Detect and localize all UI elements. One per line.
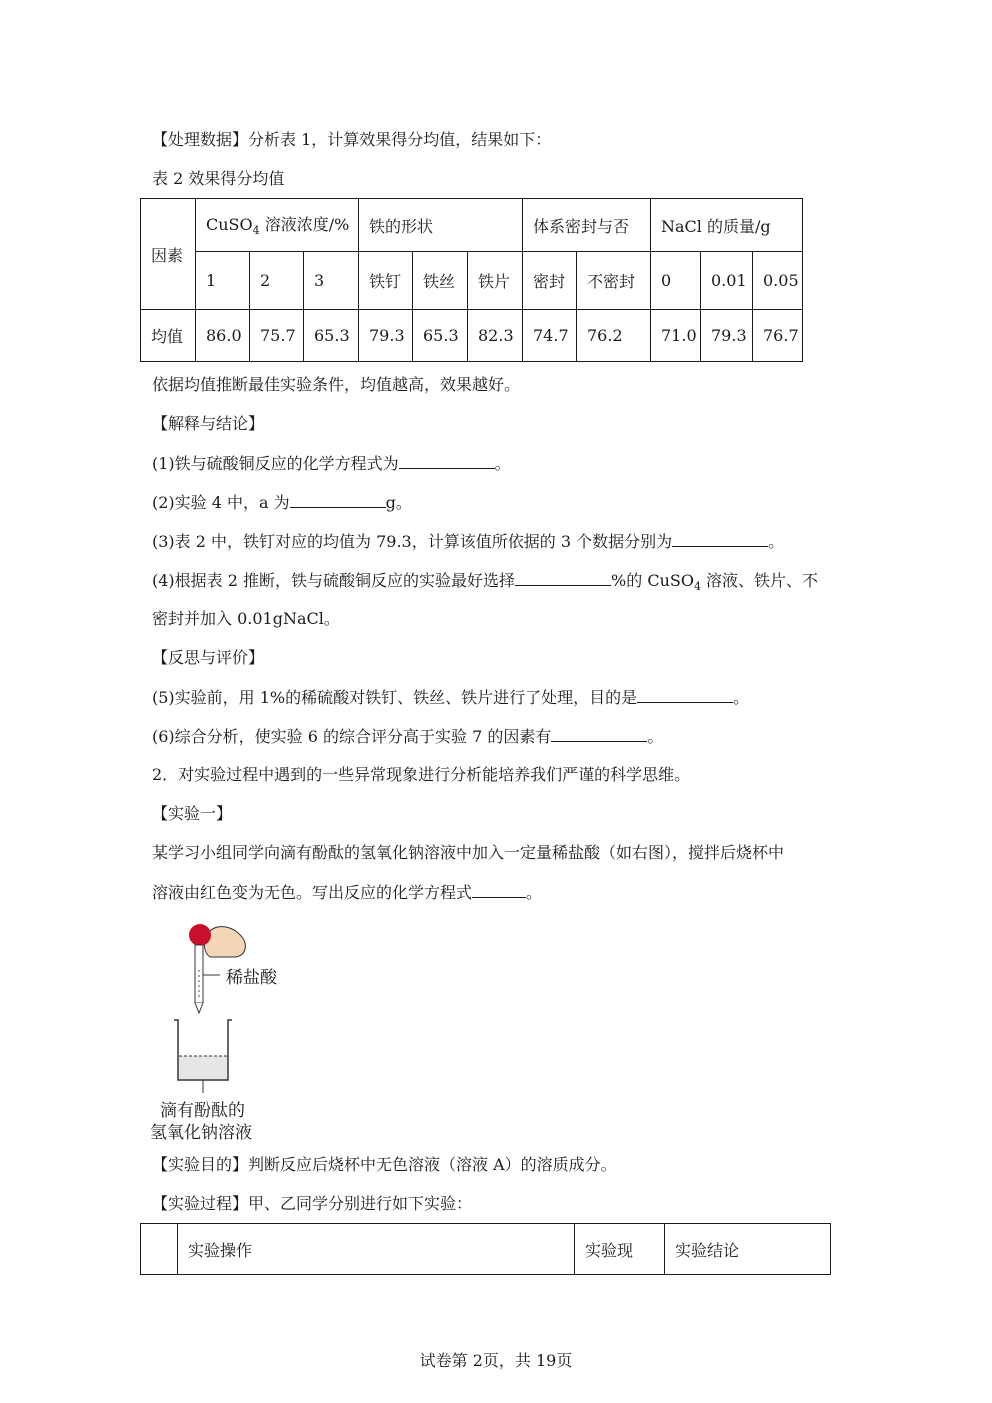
level-cell: 铁丝 xyxy=(413,252,468,310)
mean-note: 依据均值推断最佳实验条件，均值越高，效果越好。 xyxy=(152,375,521,394)
mean-cell: 76.7 xyxy=(753,310,803,362)
answer-blank[interactable] xyxy=(672,531,768,547)
dropper-tube xyxy=(195,945,203,1003)
experiment-aim: 【实验目的】判断反应后烧杯中无色溶液（溶液 A）的溶质成分。 xyxy=(152,1155,617,1174)
apparatus-figure xyxy=(150,915,300,1143)
mean-cell: 82.3 xyxy=(468,310,523,362)
mean-cell: 65.3 xyxy=(413,310,468,362)
mean-cell: 74.7 xyxy=(523,310,577,362)
question-3: (3)表 2 中，铁钉对应的均值为 79.3，计算该值所依据的 3 个数据分别为 。 xyxy=(152,532,785,551)
level-cell: 0.05 xyxy=(753,252,803,310)
question-1: (1)铁与硫酸铜反应的化学方程式为 。 xyxy=(152,454,511,473)
mean-cell: 75.7 xyxy=(250,310,304,362)
mean-cell: 65.3 xyxy=(304,310,359,362)
acid-label: 稀盐酸 xyxy=(226,968,277,988)
experiment-1-para: 某学习小组同学向滴有酚酞的氢氧化钠溶液中加入一定量稀盐酸（如右图），搅拌后烧杯中 xyxy=(152,843,785,862)
level-cell: 密封 xyxy=(523,252,577,310)
conclusion-heading: 【解释与结论】 xyxy=(152,414,265,433)
mean-cell: 76.2 xyxy=(577,310,651,362)
dropper-bulb xyxy=(189,924,211,946)
level-cell: 不密封 xyxy=(577,252,651,310)
table-caption: 表 2 效果得分均值 xyxy=(152,169,285,188)
table-header-cell: 实验现 xyxy=(575,1224,665,1275)
answer-blank[interactable] xyxy=(399,453,495,469)
level-cell: 铁钉 xyxy=(359,252,413,310)
answer-blank[interactable] xyxy=(290,492,386,508)
answer-blank[interactable] xyxy=(472,882,526,898)
level-cell: 0.01 xyxy=(701,252,753,310)
experiment-table xyxy=(140,1223,831,1275)
question-4-cont: 密封并加入 0.01gNaCl。 xyxy=(152,609,340,628)
problem-2-stem: 2．对实验过程中遇到的一些异常现象进行分析能培养我们严谨的科学思维。 xyxy=(152,765,691,784)
question-5: (5)实验前，用 1%的稀硫酸对铁钉、铁丝、铁片进行了处理，目的是 。 xyxy=(152,688,750,707)
mean-label: 均值 xyxy=(141,310,196,362)
answer-blank[interactable] xyxy=(515,570,611,586)
solution-label-line2: 氢氧化钠溶液 xyxy=(150,1123,252,1143)
experiment-1-para-cont: 溶液由红色变为无色。写出反应的化学方程式 。 xyxy=(152,883,543,902)
level-cell: 2 xyxy=(250,252,304,310)
mean-cell: 71.0 xyxy=(651,310,701,362)
factor-label: 因素 xyxy=(141,199,196,310)
level-cell: 3 xyxy=(304,252,359,310)
sealing-header: 体系密封与否 xyxy=(523,199,651,252)
data-processing-heading: 【处理数据】分析表 1，计算效果得分均值，结果如下： xyxy=(152,130,552,149)
question-2: (2)实验 4 中，a 为 g。 xyxy=(152,493,412,512)
mean-cell: 86.0 xyxy=(196,310,250,362)
page-footer: 试卷第 2页，共 19页 xyxy=(419,1351,573,1370)
mean-cell: 79.3 xyxy=(359,310,413,362)
mean-score-table xyxy=(140,198,803,362)
table-header-cell: 实验操作 xyxy=(178,1224,575,1275)
mean-cell: 79.3 xyxy=(701,310,753,362)
level-cell: 0 xyxy=(651,252,701,310)
reflection-heading: 【反思与评价】 xyxy=(152,648,265,667)
concentration-header: CuSO$_4$ 溶液浓度/% xyxy=(196,199,359,252)
level-cell: 1 xyxy=(196,252,250,310)
table-header-cell xyxy=(141,1224,178,1275)
solution-label-line1: 滴有酚酞的 xyxy=(160,1101,245,1121)
experiment-1-heading: 【实验一】 xyxy=(152,804,233,823)
nacl-header: NaCl 的质量/g xyxy=(651,199,803,252)
level-cell: 铁片 xyxy=(468,252,523,310)
question-6: (6)综合分析，使实验 6 的综合评分高于实验 7 的因素有 。 xyxy=(152,727,664,746)
answer-blank[interactable] xyxy=(637,687,733,703)
question-4: (4)根据表 2 推断，铁与硫酸铜反应的实验最好选择 %的 CuSO$_4$ 溶液、铁片、不 xyxy=(152,571,819,594)
answer-blank[interactable] xyxy=(551,726,647,742)
experiment-process: 【实验过程】甲、乙同学分别进行如下实验： xyxy=(152,1194,473,1213)
table-header-cell: 实验结论 xyxy=(665,1224,831,1275)
shape-header: 铁的形状 xyxy=(359,199,523,252)
beaker-icon xyxy=(168,1018,288,1108)
